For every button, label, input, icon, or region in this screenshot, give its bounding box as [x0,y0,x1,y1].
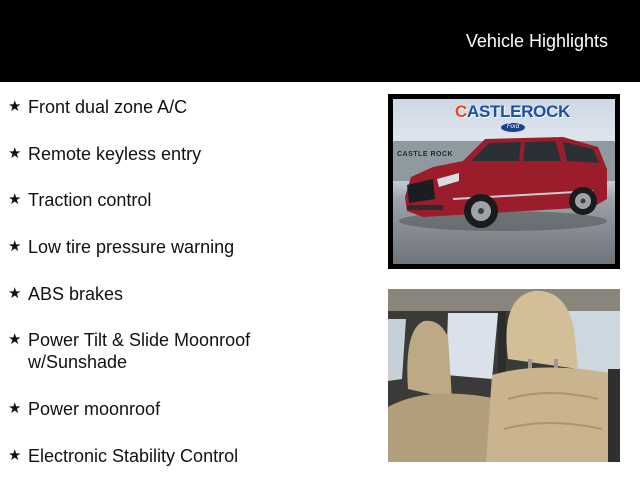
star-icon: ★ [8,145,22,162]
building-sign: CASTLE ROCK [397,151,454,158]
star-icon: ★ [8,331,22,348]
vehicle-exterior-photo[interactable] [388,94,620,269]
ford-logo-icon: Ford [501,123,525,132]
feature-label: Electronic Stability Control [28,446,239,466]
list-item [8,283,368,305]
star-icon: ★ [8,400,22,417]
star-icon: ★ [8,98,22,115]
exterior-photo-content [393,99,615,264]
dealer-logo: CASTLEROCK [455,102,571,121]
list-item [8,398,368,420]
list-item [8,96,368,118]
vehicle-interior-photo[interactable] [388,289,620,462]
page-title: Vehicle Highlights [465,31,608,51]
interior-illustration [388,289,620,462]
feature-label: Remote keyless entry [28,144,202,164]
feature-label: Low tire pressure warning [28,237,235,257]
feature-label: Front dual zone A/C [28,97,188,117]
star-icon: ★ [8,238,22,255]
feature-label: Power moonroof [28,399,161,419]
feature-label: Power Tilt & Slide Moonroof w/Sunshade [28,330,251,372]
list-item [8,143,368,165]
star-icon: ★ [8,191,22,208]
list-item [8,189,368,211]
star-icon: ★ [8,447,22,464]
feature-label: ABS brakes [28,284,124,304]
suv-illustration [393,99,615,264]
list-item [8,329,278,373]
list-item [8,445,368,467]
feature-label: Traction control [28,190,152,210]
star-icon: ★ [8,285,22,302]
list-item [8,236,368,258]
